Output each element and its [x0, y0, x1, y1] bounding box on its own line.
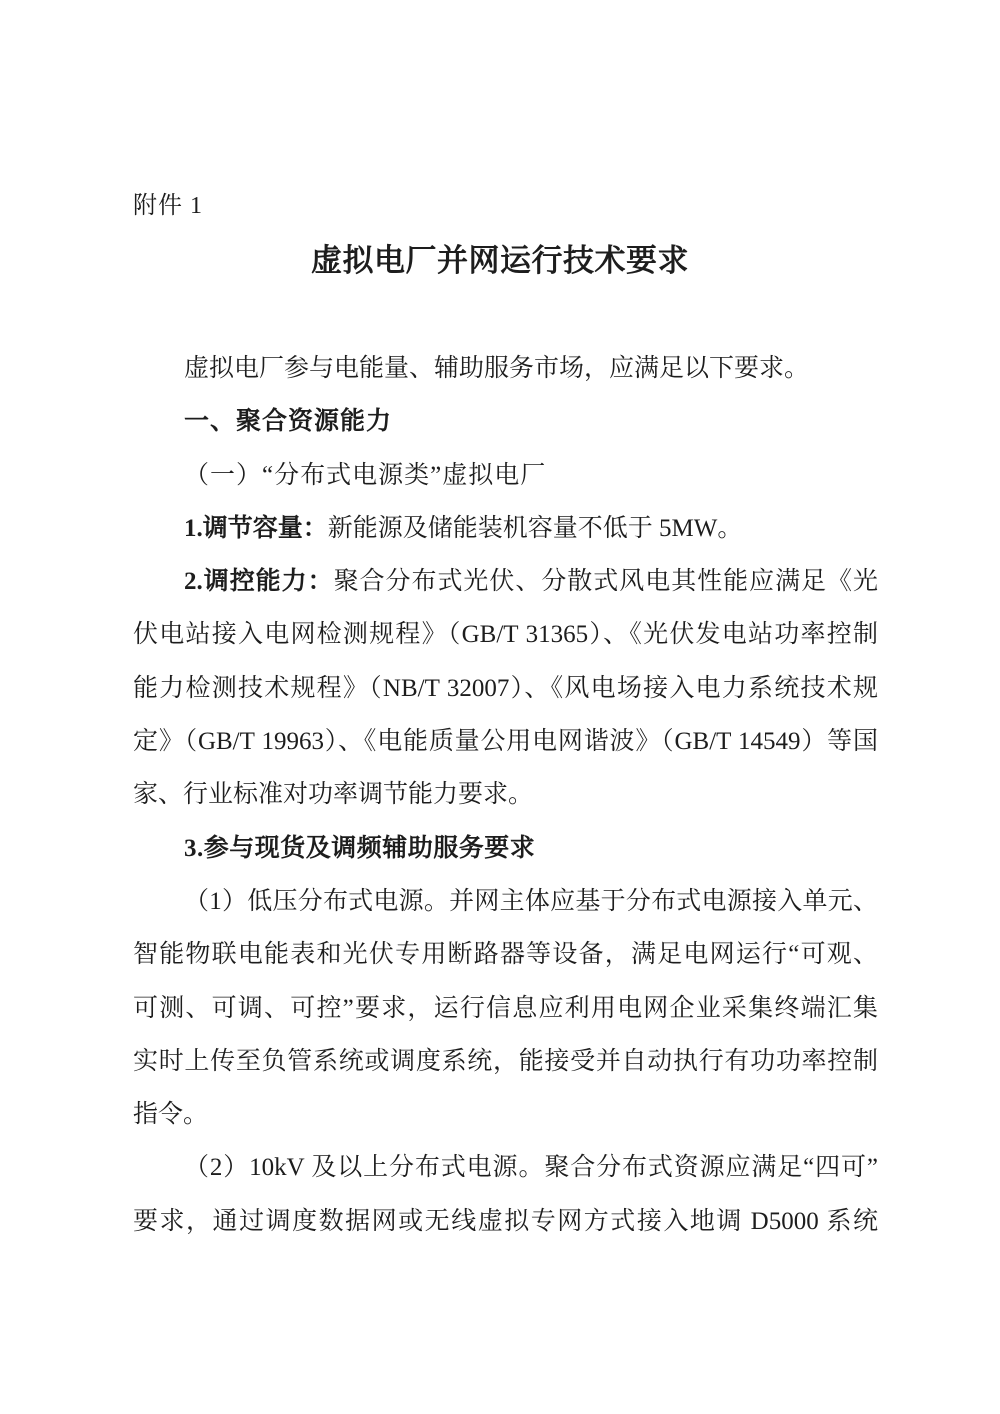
- clause-1-continuation-line: 实时上传至负管系统或调度系统，能接受并自动执行有功功率控制: [133, 1047, 878, 1075]
- item-1-label: 1.调节容量：: [184, 514, 328, 542]
- clause-1-continuation-line: 智能物联电能表和光伏专用断路器等设备，满足电网运行“可观、: [133, 941, 878, 969]
- clause-1-continuation-line: 指令。: [133, 1101, 209, 1129]
- item-2-continuation-line: 伏电站接入电网检测规程》（GB/T 31365）、《光伏发电站功率控制: [133, 621, 878, 649]
- clause-1-continuation-line: 可测、可调、可控”要求，运行信息应利用电网企业采集终端汇集: [133, 994, 878, 1022]
- clause-1-line: （1）低压分布式电源。并网主体应基于分布式电源接入单元、: [184, 887, 878, 915]
- attachment-label: 附件 1: [133, 193, 203, 219]
- item-2-line: [133, 555, 878, 608]
- section-1-heading: 一、聚合资源能力: [184, 407, 393, 436]
- item-3-heading: 3.参与现货及调频辅助服务要求: [184, 834, 536, 862]
- item-2-continuation-line: 定》（GB/T 19963）、《电能质量公用电网谐波》（GB/T 14549）等国: [133, 728, 878, 756]
- item-2-text: 聚合分布式光伏、分散式风电其性能应满足《光: [333, 568, 878, 596]
- subsection-1-heading: （一）“分布式电源类”虚拟电厂: [184, 461, 547, 489]
- item-1-line: [133, 502, 878, 555]
- document-body: [133, 342, 878, 1248]
- item-2-label: 2.调控能力：: [184, 568, 334, 596]
- clause-2-line: （2）10kV 及以上分布式电源。聚合分布式资源应满足“四可”: [184, 1154, 878, 1182]
- item-2-continuation-line: 能力检测技术规程》（NB/T 32007）、《风电场接入电力系统技术规: [133, 674, 878, 702]
- item-2-continuation-line: 家、行业标准对功率调节能力要求。: [133, 781, 534, 809]
- clause-2-continuation-line: 要求，通过调度数据网或无线虚拟专网方式接入地调 D5000 系统: [133, 1207, 878, 1235]
- document-title: 虚拟电厂并网运行技术要求: [311, 243, 689, 278]
- intro-paragraph-line: 虚拟电厂参与电能量、辅助服务市场，应满足以下要求。: [184, 355, 810, 382]
- item-1-text: 新能源及储能装机容量不低于 5MW。: [327, 514, 743, 542]
